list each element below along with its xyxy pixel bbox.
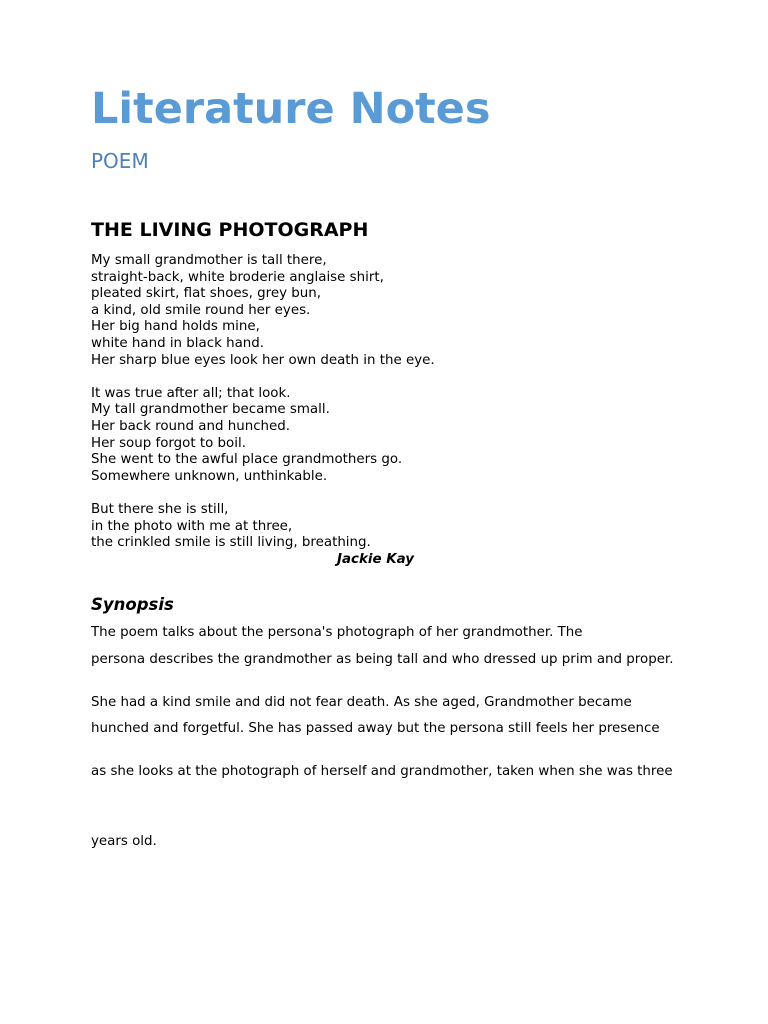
synopsis-heading: Synopsis bbox=[91, 595, 174, 614]
poem-line: She went to the awful place grandmothers go. bbox=[91, 452, 403, 468]
poem-line: straight-back, white broderie anglaise shirt, bbox=[91, 269, 384, 285]
document-subtitle: POEM bbox=[91, 149, 149, 173]
stanza-gap bbox=[91, 485, 435, 502]
poem-line: Her soup forgot to boil. bbox=[91, 435, 246, 451]
stanza-3 bbox=[91, 502, 435, 552]
poem-line: Somewhere unknown, unthinkable. bbox=[91, 468, 328, 484]
poem-line: in the photo with me at three, bbox=[91, 518, 293, 534]
poem-line: pleated skirt, flat shoes, grey bun, bbox=[91, 286, 322, 302]
poem-line: a kind, old smile round her eyes. bbox=[91, 302, 311, 318]
poem-author: Jackie Kay bbox=[337, 552, 414, 567]
document-title: Literature Notes bbox=[91, 84, 491, 134]
poem-line: But there she is still, bbox=[91, 501, 229, 517]
stanza-1 bbox=[91, 253, 435, 369]
poem-body bbox=[91, 253, 435, 552]
stanza-2 bbox=[91, 386, 435, 486]
stanza-gap bbox=[91, 369, 435, 386]
poem-line: My tall grandmother became small. bbox=[91, 402, 330, 418]
synopsis-paragraph: hunched and forgetful. She has passed away but the persona still feels her presence bbox=[91, 721, 660, 736]
synopsis-paragraph: as she looks at the photograph of herself and grandmother, taken when she was three bbox=[91, 764, 673, 779]
synopsis-paragraph: She had a kind smile and did not fear death. As she aged, Grandmother became bbox=[91, 695, 632, 710]
synopsis-paragraph: The poem talks about the persona's photograph of her grandmother. The bbox=[91, 625, 583, 640]
poem-line: Her sharp blue eyes look her own death in the eye. bbox=[91, 352, 435, 368]
synopsis-paragraph: persona describes the grandmother as being tall and who dressed up prim and proper. bbox=[91, 652, 674, 667]
poem-line: white hand in black hand. bbox=[91, 335, 265, 351]
poem-line: Her big hand holds mine, bbox=[91, 319, 260, 335]
poem-line: It was true after all; that look. bbox=[91, 385, 291, 401]
poem-line: Her back round and hunched. bbox=[91, 418, 291, 434]
poem-title: THE LIVING PHOTOGRAPH bbox=[91, 219, 369, 241]
synopsis-paragraph: years old. bbox=[91, 834, 157, 849]
poem-line: My small grandmother is tall there, bbox=[91, 253, 327, 268]
poem-line: the crinkled smile is still living, breathing. bbox=[91, 535, 371, 551]
